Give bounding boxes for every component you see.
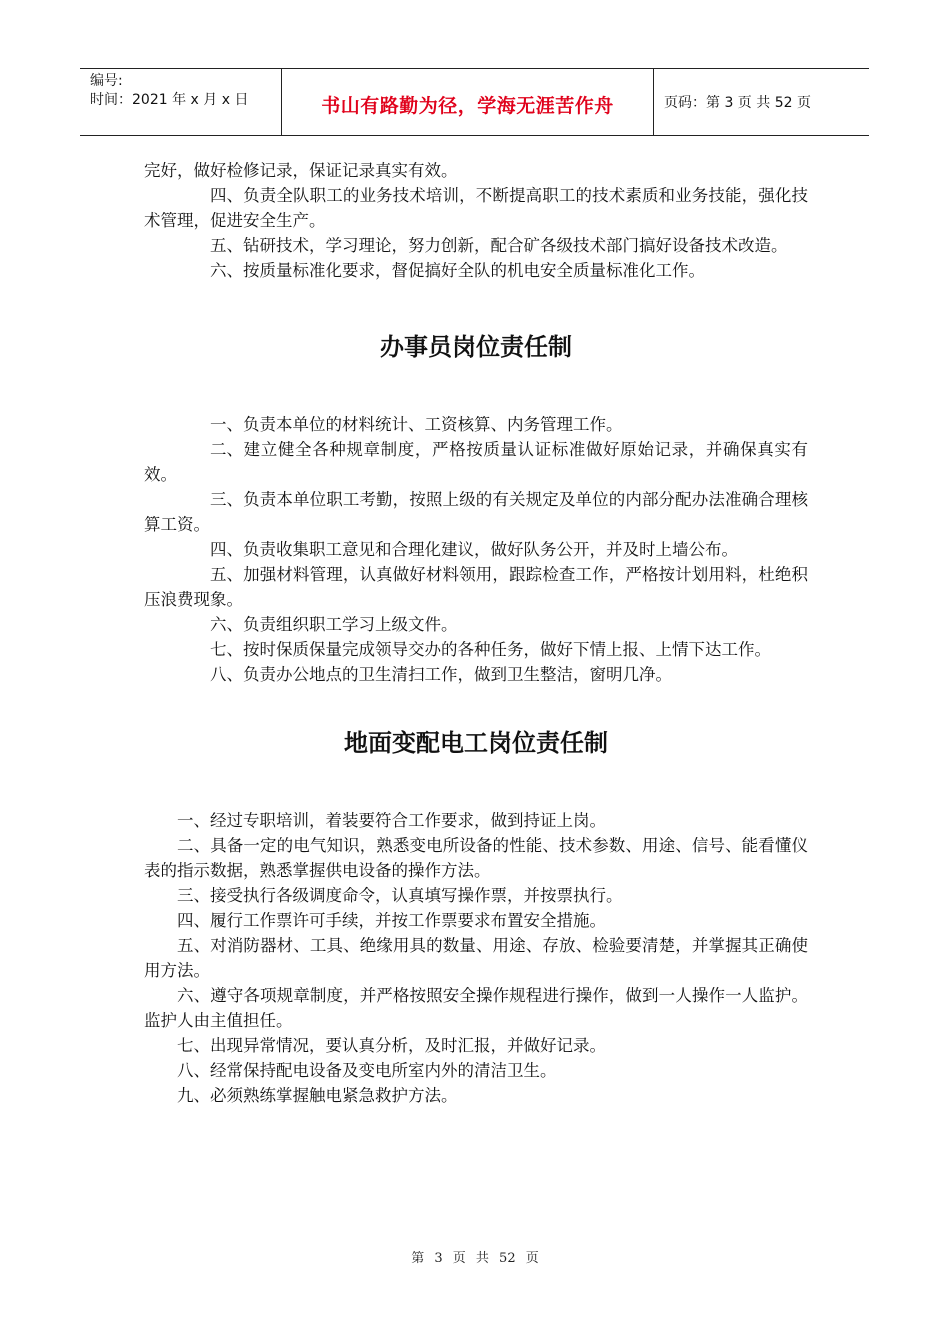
list-item: 九、必须熟练掌握触电紧急救护方法。 bbox=[177, 1086, 458, 1105]
section-title-clerk: 办事员岗位责任制 bbox=[380, 333, 572, 361]
header-page-info: 页码：第 3 页 共 52 页 bbox=[664, 95, 811, 111]
list-item bbox=[144, 437, 808, 487]
list-item: 二、具备一定的电气知识，熟悉变电所设备的性能、技术参数、用途、信号、能看懂仪表的指示数据，熟悉掌握供电设备的操作方法。 bbox=[144, 836, 808, 880]
list-item: 五、对消防器材、工具、绝缘用具的数量、用途、存放、检验要清楚，并掌握其正确使用方法。 bbox=[144, 936, 808, 980]
header-motto: 书山有路勤为径，学海无涯苦作舟 bbox=[282, 69, 654, 135]
item-text: 钻研技术，学习理论，努力创新，配合矿各级技术部门搞好设备技术改造。 bbox=[243, 236, 788, 255]
document-body bbox=[144, 158, 808, 1108]
list-item bbox=[144, 183, 808, 233]
item-text: 负责全队职工的业务技术培训，不断提高职工的技术素质和业务技能，强化技术管理，促进安全生产。 bbox=[144, 186, 808, 230]
item-number: 七、 bbox=[210, 640, 243, 659]
serial-label: 编号: bbox=[90, 73, 123, 89]
list-item bbox=[144, 412, 808, 437]
item-number: 五、 bbox=[210, 236, 243, 255]
item-text: 加强材料管理，认真做好材料领用，跟踪检查工作，严格按计划用料，杜绝积压浪费现象。 bbox=[144, 565, 808, 609]
continued-paragraph: 完好，做好检修记录，保证记录真实有效。 bbox=[144, 161, 458, 180]
item-text: 负责本单位职工考勤，按照上级的有关规定及单位的内部分配办法准确合理核算工资。 bbox=[144, 490, 808, 534]
item-text: 按时保质保量完成领导交办的各种任务，做好下情上报、上情下达工作。 bbox=[243, 640, 771, 659]
list-item: 六、遵守各项规章制度，并严格按照安全操作规程进行操作，做到一人操作一人监护。监护人由主值担任。 bbox=[144, 986, 808, 1030]
list-item bbox=[144, 487, 808, 537]
header-meta bbox=[80, 69, 282, 135]
section-title-substation: 地面变配电工岗位责任制 bbox=[344, 729, 608, 757]
list-item bbox=[144, 662, 808, 687]
item-number: 四、 bbox=[210, 186, 243, 205]
item-number: 六、 bbox=[210, 615, 243, 634]
item-number: 八、 bbox=[210, 665, 243, 684]
item-text: 建立健全各种规章制度，严格按质量认证标准做好原始记录，并确保真实有效。 bbox=[144, 440, 808, 484]
list-item bbox=[144, 537, 808, 562]
list-item: 八、经常保持配电设备及变电所室内外的清洁卫生。 bbox=[177, 1061, 557, 1080]
page-header bbox=[80, 68, 869, 136]
page-footer: 第 3 页 共 52 页 bbox=[411, 1251, 539, 1266]
item-text: 按质量标准化要求，督促搞好全队的机电安全质量标准化工作。 bbox=[243, 261, 705, 280]
item-text: 负责收集职工意见和合理化建议，做好队务公开，并及时上墙公布。 bbox=[243, 540, 738, 559]
item-number: 二、 bbox=[210, 440, 243, 459]
list-item bbox=[144, 612, 808, 637]
item-text: 负责本单位的材料统计、工资核算、内务管理工作。 bbox=[243, 415, 623, 434]
item-number: 一、 bbox=[210, 415, 243, 434]
date-label: 时间：2021 年 x 月 x 日 bbox=[90, 92, 249, 108]
item-number: 五、 bbox=[210, 565, 243, 584]
item-number: 三、 bbox=[210, 490, 243, 509]
item-text: 负责办公地点的卫生清扫工作，做到卫生整洁，窗明几净。 bbox=[243, 665, 672, 684]
list-item bbox=[144, 562, 808, 612]
item-number: 四、 bbox=[210, 540, 243, 559]
list-item: 三、接受执行各级调度命令，认真填写操作票，并按票执行。 bbox=[177, 886, 623, 905]
item-number: 六、 bbox=[210, 261, 243, 280]
item-text: 负责组织职工学习上级文件。 bbox=[243, 615, 458, 634]
list-item: 四、履行工作票许可手续，并按工作票要求布置安全措施。 bbox=[177, 911, 606, 930]
list-item bbox=[144, 637, 808, 662]
list-item bbox=[144, 258, 808, 283]
list-item bbox=[144, 233, 808, 258]
list-item: 七、出现异常情况，要认真分析，及时汇报，并做好记录。 bbox=[177, 1036, 606, 1055]
list-item: 一、经过专职培训，着装要符合工作要求，做到持证上岗。 bbox=[177, 811, 606, 830]
